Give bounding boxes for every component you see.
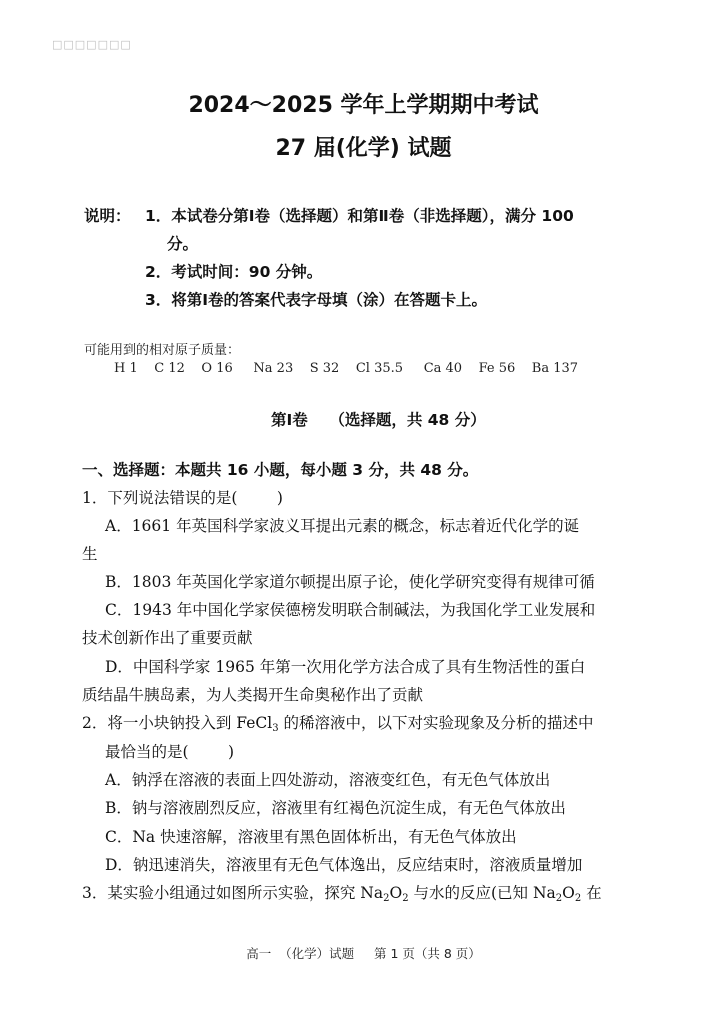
question-1-stem: 1．下列说法错误的是( ): [82, 489, 283, 507]
question-2-option-d: D．钠迅速消失，溶液里有无色气体逸出，反应结束时，溶液质量增加: [105, 856, 583, 874]
atomic-mass-label: 可能用到的相对原子质量：: [84, 343, 241, 358]
question-1-option-d-cont: 质结晶牛胰岛素，为人类揭开生命奥秘作出了贡献: [82, 686, 424, 704]
question-2-option-b: B．钠与溶液剧烈反应，溶液里有红褐色沉淀生成，有无色气体放出: [105, 799, 566, 817]
q2-stem-sub: 3: [272, 723, 279, 734]
instruction-item-2: 2．考试时间：90 分钟。: [145, 263, 323, 281]
instructions-label: 说明：: [84, 207, 131, 225]
exam-subtitle: 27 届(化学) 试题: [275, 136, 452, 161]
question-2-stem: [82, 711, 594, 733]
q2-stem-post: 的稀溶液中，以下对实验现象及分析的描述中: [278, 714, 594, 732]
q3-mid-3: O: [562, 884, 575, 902]
page-footer: 高一 （化学）试题 第 1 页（共 8 页）: [246, 946, 481, 961]
question-1-option-a-cont: 生: [82, 545, 98, 563]
question-3-stem: [82, 881, 602, 903]
q2-stem-pre: 2．将一小块钠投入到 FeCl: [82, 714, 273, 732]
instruction-item-1-cont: 分。: [167, 235, 199, 253]
question-1-option-c: C．1943 年中国化学家侯德榜发明联合制碱法，为我国化学工业发展和: [105, 601, 596, 619]
question-2-option-a: A．钠浮在溶液的表面上四处游动，溶液变红色，有无色气体放出: [105, 771, 551, 789]
q3-mid-2: 与水的反应(已知 Na: [408, 884, 556, 902]
section-heading: 一、选择题：本题共 16 小题，每小题 3 分，共 48 分。: [82, 461, 479, 479]
q3-pre: 3．某实验小组通过如图所示实验，探究 Na: [82, 884, 384, 902]
instruction-item-1: 1．本试卷分第Ⅰ卷（选择题）和第Ⅱ卷（非选择题），满分 100: [145, 207, 574, 225]
q3-post: 在: [581, 884, 602, 902]
question-1-option-c-cont: 技术创新作出了重要贡献: [82, 629, 253, 647]
question-1-option-a: A．1661 年英国科学家波义耳提出元素的概念，标志着近代化学的诞: [105, 517, 580, 535]
question-2-stem-cont: 最恰当的是( ): [105, 743, 235, 761]
question-2-option-c: C．Na 快速溶解，溶液里有黑色固体析出，有无色气体放出: [105, 828, 517, 846]
q3-sub-4: 2: [574, 893, 582, 904]
question-1-option-b: B．1803 年英国化学家道尔顿提出原子论，使化学研究变得有规律可循: [105, 573, 595, 591]
question-1-option-d: D．中国科学家 1965 年第一次用化学方法合成了具有生物活性的蛋白: [105, 658, 586, 676]
exam-title: 2024～2025 学年上学期期中考试: [188, 93, 539, 118]
q3-sub-1: 2: [383, 893, 390, 904]
q3-mid-1: O: [389, 884, 403, 902]
watermark: □□□□□□□: [52, 38, 132, 51]
part-heading: 第Ⅰ卷 （选择题，共 48 分）: [271, 411, 486, 429]
q3-sub-3: 2: [555, 893, 563, 904]
q3-sub-2: 2: [402, 893, 409, 904]
atomic-mass-values: H 1 C 12 O 16 Na 23 S 32 Cl 35.5 Ca 40 Fe 56 Ba 137: [114, 361, 579, 376]
instruction-item-3: 3．将第Ⅰ卷的答案代表字母填（涂）在答题卡上。: [145, 291, 488, 309]
